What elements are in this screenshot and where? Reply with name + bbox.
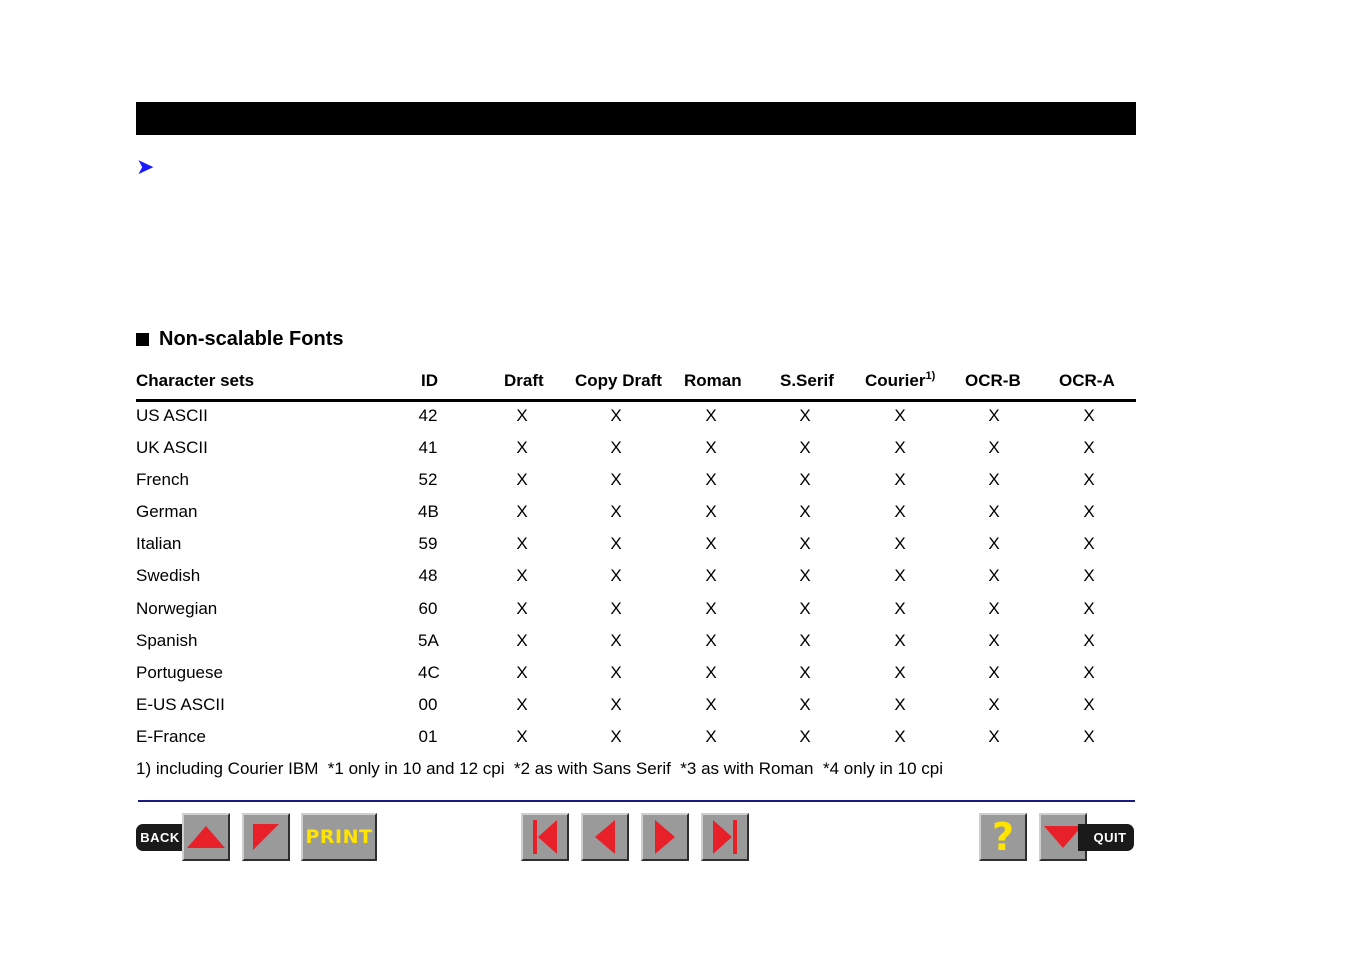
cell-copy-draft: X	[610, 534, 622, 554]
cell-copy-draft: X	[610, 598, 622, 618]
cell-courier: X	[894, 470, 906, 490]
cell-draft: X	[516, 470, 528, 490]
cell-courier: X	[894, 438, 906, 458]
cell-ocra: X	[1083, 406, 1095, 425]
cell-id: 41	[418, 438, 438, 458]
table-row	[136, 434, 1136, 466]
cell-copy-draft: X	[610, 694, 622, 714]
cell-sserif: X	[799, 534, 811, 554]
previous-page-button[interactable]	[581, 813, 629, 861]
help-button[interactable]	[979, 813, 1027, 861]
last-page-button[interactable]	[701, 813, 749, 861]
cell-courier: X	[894, 534, 906, 554]
cell-ocrb: X	[988, 598, 1000, 618]
cell-draft: X	[516, 630, 528, 650]
cell-sserif: X	[799, 662, 811, 682]
cell-copy-draft: X	[610, 502, 622, 522]
cell-roman: X	[705, 566, 717, 586]
cell-character-set: Norwegian	[136, 598, 218, 618]
table-row	[136, 627, 1136, 659]
col-header-sserif: S.Serif	[780, 371, 834, 390]
cell-draft: X	[516, 566, 528, 586]
cell-id: 42	[418, 406, 438, 425]
col-header-courier	[865, 371, 935, 391]
cell-ocrb: X	[988, 694, 1000, 714]
cell-roman: X	[705, 662, 717, 682]
quit-button[interactable]: QUIT	[1078, 824, 1134, 851]
cell-draft: X	[516, 726, 528, 746]
cell-ocrb: X	[988, 566, 1000, 586]
cell-id: 4B	[418, 502, 439, 522]
cell-ocra: X	[1083, 566, 1095, 586]
next-arrow-icon	[655, 820, 675, 854]
cell-id: 4C	[418, 662, 440, 682]
table-row	[136, 530, 1136, 562]
cell-sserif: X	[799, 726, 811, 746]
col-header-copy-draft: Copy Draft	[575, 371, 662, 390]
cell-id: 5A	[418, 630, 439, 650]
cell-courier: X	[894, 502, 906, 522]
col-header-ocra: OCR-A	[1059, 371, 1115, 390]
cell-courier: X	[894, 662, 906, 682]
corner-arrow-icon	[253, 824, 279, 850]
cell-roman: X	[705, 694, 717, 714]
cell-id: 52	[418, 470, 438, 490]
cell-ocrb: X	[988, 406, 1000, 425]
cell-ocra: X	[1083, 470, 1095, 490]
last-page-icon	[713, 820, 737, 854]
table-row	[136, 595, 1136, 627]
table-row	[136, 498, 1136, 530]
cell-draft: X	[516, 534, 528, 554]
col-header-draft: Draft	[504, 371, 544, 390]
cell-id: 00	[418, 694, 438, 714]
cell-id: 59	[418, 534, 438, 554]
cell-ocra: X	[1083, 726, 1095, 746]
cell-id: 60	[418, 598, 438, 618]
cell-courier: X	[894, 694, 906, 714]
section-title: Non-scalable Fonts	[159, 328, 344, 350]
table-body	[136, 402, 1136, 755]
cell-draft: X	[516, 438, 528, 458]
cell-sserif: X	[799, 630, 811, 650]
cell-sserif: X	[799, 502, 811, 522]
cell-sserif: X	[799, 438, 811, 458]
help-question-icon: ?	[991, 815, 1015, 859]
triangle-up-icon	[187, 826, 225, 848]
cell-sserif: X	[799, 406, 811, 425]
cell-sserif: X	[799, 470, 811, 490]
cell-character-set: Italian	[136, 534, 182, 554]
col-header-roman: Roman	[684, 371, 742, 390]
first-page-button[interactable]	[521, 813, 569, 861]
footnote: 1) including Courier IBM *1 only in 10 and 12 cpi *2 as with Sans Serif *3 as with Roman *4 only in 10 cpi	[136, 759, 943, 778]
square-bullet-icon	[136, 333, 149, 346]
page-up-button[interactable]	[182, 813, 230, 861]
cell-roman: X	[705, 534, 717, 554]
fonts-table	[136, 365, 1136, 755]
cell-ocrb: X	[988, 502, 1000, 522]
arrow-bullet-icon: ➤	[136, 155, 155, 180]
cell-roman: X	[705, 502, 717, 522]
cell-ocra: X	[1083, 438, 1095, 458]
cell-character-set: US ASCII	[136, 406, 208, 425]
cell-draft: X	[516, 694, 528, 714]
table-row	[136, 466, 1136, 498]
col-header-ocrb: OCR-B	[965, 371, 1021, 390]
first-page-icon	[533, 820, 557, 854]
cell-roman: X	[705, 470, 717, 490]
cell-roman: X	[705, 598, 717, 618]
cell-character-set: UK ASCII	[136, 438, 208, 458]
cell-roman: X	[705, 726, 717, 746]
table-row	[136, 723, 1136, 755]
cell-ocra: X	[1083, 502, 1095, 522]
cell-ocrb: X	[988, 662, 1000, 682]
cell-courier: X	[894, 630, 906, 650]
cell-ocra: X	[1083, 598, 1095, 618]
table-row	[136, 562, 1136, 594]
cell-character-set: Portuguese	[136, 662, 223, 682]
table-row	[136, 659, 1136, 691]
cell-sserif: X	[799, 598, 811, 618]
table-row	[136, 691, 1136, 723]
table-row	[136, 402, 1136, 434]
cell-copy-draft: X	[610, 566, 622, 586]
cell-copy-draft: X	[610, 406, 622, 425]
cell-roman: X	[705, 438, 717, 458]
cell-ocrb: X	[988, 470, 1000, 490]
cell-courier: X	[894, 566, 906, 586]
cell-courier: X	[894, 406, 906, 425]
print-button[interactable]	[301, 813, 377, 861]
print-label: PRINT	[305, 826, 373, 848]
cell-id: 01	[418, 726, 438, 746]
cell-character-set: E-US ASCII	[136, 694, 225, 714]
cell-copy-draft: X	[610, 438, 622, 458]
col-header-character-sets: Character sets	[136, 371, 255, 390]
cell-roman: X	[705, 406, 717, 425]
cell-courier: X	[894, 598, 906, 618]
next-page-button[interactable]	[641, 813, 689, 861]
table-header	[136, 365, 1136, 402]
cell-draft: X	[516, 598, 528, 618]
cell-id: 48	[418, 566, 438, 586]
cell-draft: X	[516, 662, 528, 682]
col-header-id: ID	[421, 371, 438, 390]
cell-sserif: X	[799, 566, 811, 586]
cell-ocrb: X	[988, 438, 1000, 458]
cell-ocra: X	[1083, 694, 1095, 714]
cell-draft: X	[516, 502, 528, 522]
col-header-courier-label: Courier	[865, 371, 926, 390]
cell-ocrb: X	[988, 534, 1000, 554]
previous-arrow-icon	[595, 820, 615, 854]
cell-character-set: E-France	[136, 726, 206, 746]
courier-footnote-marker: 1)	[925, 370, 936, 382]
cell-ocrb: X	[988, 726, 1000, 746]
title-bar	[136, 102, 1136, 135]
nav-divider	[138, 800, 1135, 802]
back-button[interactable]: BACK	[136, 824, 194, 851]
cell-ocra: X	[1083, 534, 1095, 554]
cell-character-set: Spanish	[136, 630, 198, 650]
section-heading	[136, 327, 343, 351]
cell-copy-draft: X	[610, 630, 622, 650]
triangle-down-icon	[1044, 826, 1082, 848]
cell-sserif: X	[799, 694, 811, 714]
cell-courier: X	[894, 726, 906, 746]
cell-character-set: French	[136, 470, 189, 490]
cell-copy-draft: X	[610, 726, 622, 746]
cell-ocra: X	[1083, 630, 1095, 650]
cell-ocrb: X	[988, 630, 1000, 650]
cell-character-set: German	[136, 502, 198, 522]
cell-draft: X	[516, 406, 528, 425]
page-down-corner-button[interactable]	[242, 813, 290, 861]
cell-ocra: X	[1083, 662, 1095, 682]
cell-roman: X	[705, 630, 717, 650]
cell-copy-draft: X	[610, 470, 622, 490]
cell-character-set: Swedish	[136, 566, 201, 586]
cell-copy-draft: X	[610, 662, 622, 682]
